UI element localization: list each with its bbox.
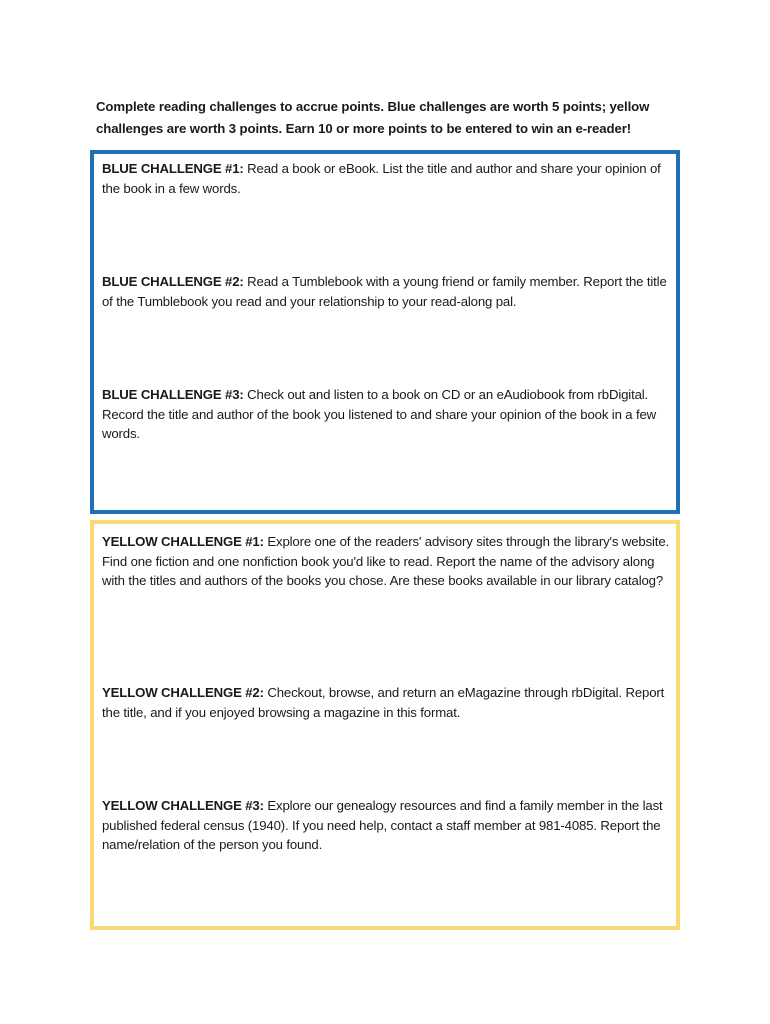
yellow-challenge-1	[102, 532, 674, 591]
blue-challenge-3-label: BLUE CHALLENGE #3:	[102, 387, 244, 402]
yellow-challenge-3	[102, 796, 674, 855]
yellow-challenge-3-label: YELLOW CHALLENGE #3:	[102, 798, 264, 813]
yellow-challenge-2-label: YELLOW CHALLENGE #2:	[102, 685, 264, 700]
blue-challenge-2	[102, 272, 674, 311]
yellow-challenges-box	[90, 520, 680, 930]
intro-instructions: Complete reading challenges to accrue points. Blue challenges are worth 5 points; yellow challenges are worth 3 points. Earn 10 or more points to be entered to win an e-reader!	[96, 99, 650, 136]
blue-challenge-2-text: Read a Tumblebook with a young friend or family member. Report the title of the Tumblebook you read and your relationship to your read-along pal.	[102, 274, 667, 309]
blue-challenge-3	[102, 385, 674, 444]
blue-challenge-2-label: BLUE CHALLENGE #2:	[102, 274, 244, 289]
blue-challenge-1	[102, 159, 674, 198]
blue-challenges-box	[90, 150, 680, 514]
yellow-challenge-1-text: Explore one of the readers' advisory sites through the library's website. Find one fiction and one nonfiction book you'd like to read. Report the name of the advisory along with the titles and authors of the books you chose. Are these books available in our library catalog?	[102, 534, 670, 588]
yellow-challenge-2-text: Checkout, browse, and return an eMagazine through rbDigital. Report the title, and if you enjoyed browsing a magazine in this format.	[102, 685, 665, 720]
blue-challenge-1-label: BLUE CHALLENGE #1:	[102, 161, 244, 176]
yellow-challenge-2	[102, 683, 674, 722]
blue-challenge-3-text: Check out and listen to a book on CD or an eAudiobook from rbDigital. Record the title and author of the book you listened to and share your opinion of the book in a few words.	[102, 387, 657, 441]
yellow-challenge-3-text: Explore our genealogy resources and find a family member in the last published federal census (1940). If you need help, contact a staff member at 981-4085. Report the name/relation of the person you found.	[102, 798, 663, 852]
blue-challenge-1-text: Read a book or eBook. List the title and author and share your opinion of the book in a few words.	[102, 161, 661, 196]
yellow-challenge-1-label: YELLOW CHALLENGE #1:	[102, 534, 264, 549]
